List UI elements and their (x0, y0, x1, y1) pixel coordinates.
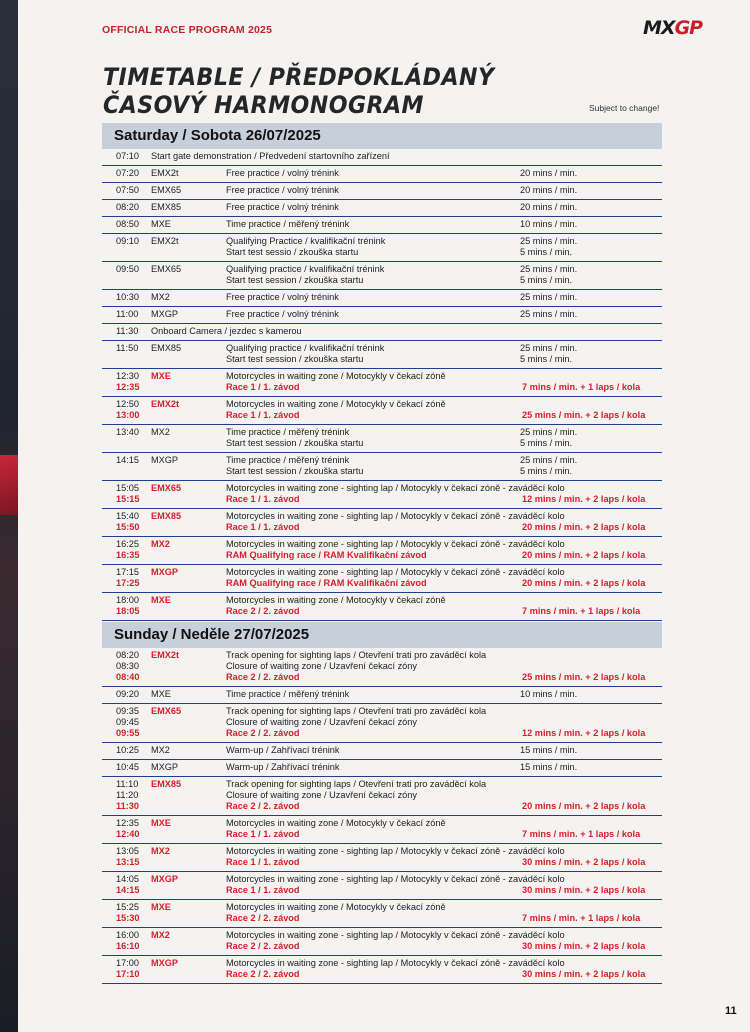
class-cell: MXE (151, 689, 171, 699)
description-cell: Free practice / volný trénink (226, 202, 339, 212)
class-cell: EMX2t (151, 236, 179, 246)
table-row (102, 307, 662, 324)
description-cell: Track opening for sighting laps / Otevření trati pro zaváděcí kola (226, 779, 487, 789)
duration-cell: 25 mins / min. (520, 292, 578, 302)
time-cell: 08:20 (116, 650, 139, 660)
time-cell: 07:10 (116, 151, 139, 161)
table-row (102, 200, 662, 217)
page-title: TIMETABLE / PŘEDPOKLÁDANÝ ČASOVÝ HARMONOGRAM (103, 63, 495, 119)
time-cell: 17:25 (116, 578, 140, 588)
time-cell: 14:15 (116, 455, 139, 465)
table-row (102, 453, 662, 481)
duration-cell: 15 mins / min. (520, 745, 578, 755)
table-row (102, 816, 662, 844)
table-row (102, 324, 662, 341)
duration-cell: 15 mins / min. (520, 762, 578, 772)
description-cell: Motorcycles in waiting zone - sighting lap / Motocykly v čekací zóně - zaváděcí kolo (226, 846, 565, 856)
class-cell: EMX85 (151, 779, 182, 789)
duration-cell: 7 mins / min. + 1 laps / kola (522, 606, 641, 616)
time-cell: 12:30 (116, 371, 139, 381)
table-row (102, 777, 662, 816)
description-cell: Start test session / zkouška startu (226, 354, 364, 364)
duration-cell: 5 mins / min. (520, 247, 573, 257)
description-cell: Start test session / zkouška startu (226, 438, 364, 448)
sunday-heading: Sunday / Neděle 27/07/2025 (102, 622, 662, 648)
description-cell: RAM Qualifying race / RAM Kvalifikační závod (226, 550, 427, 560)
description-cell: Time practice / měřený trénink (226, 427, 350, 437)
time-cell: 09:10 (116, 236, 139, 246)
table-row (102, 166, 662, 183)
duration-cell: 25 mins / min. (520, 427, 578, 437)
table-row (102, 149, 662, 166)
class-cell: MXE (151, 818, 171, 828)
time-cell: 15:40 (116, 511, 139, 521)
description-cell: Free practice / volný trénink (226, 168, 339, 178)
table-row (102, 743, 662, 760)
duration-cell: 20 mins / min. + 2 laps / kola (522, 550, 646, 560)
table-row (102, 481, 662, 509)
description-cell: Race 2 / 2. závod (226, 728, 300, 738)
description-cell: Race 2 / 2. závod (226, 801, 300, 811)
time-cell: 15:50 (116, 522, 140, 532)
duration-cell: 25 mins / min. (520, 309, 578, 319)
time-cell: 18:05 (116, 606, 140, 616)
table-row (102, 537, 662, 565)
class-cell: MX2 (151, 745, 170, 755)
time-cell: 13:00 (116, 410, 140, 420)
duration-cell: 25 mins / min. (520, 264, 578, 274)
class-cell: MXGP (151, 762, 179, 772)
duration-cell: 5 mins / min. (520, 354, 573, 364)
duration-cell: 7 mins / min. + 1 laps / kola (522, 829, 641, 839)
time-cell: 17:00 (116, 958, 139, 968)
time-cell: 07:50 (116, 185, 139, 195)
description-cell: Track opening for sighting laps / Otevření trati pro zaváděcí kola (226, 706, 487, 716)
duration-cell: 20 mins / min. + 2 laps / kola (522, 522, 646, 532)
description-cell: Race 2 / 2. závod (226, 606, 300, 616)
table-row (102, 956, 662, 984)
duration-cell: 25 mins / min. (520, 455, 578, 465)
time-cell: 12:50 (116, 399, 139, 409)
description-cell: Free practice / volný trénink (226, 292, 339, 302)
time-cell: 11:30 (116, 801, 139, 811)
table-row (102, 928, 662, 956)
class-cell: EMX65 (151, 185, 182, 195)
description-cell: Race 2 / 2. závod (226, 941, 300, 951)
time-cell: 09:20 (116, 689, 139, 699)
time-cell: 08:20 (116, 202, 139, 212)
time-cell: 14:05 (116, 874, 139, 884)
time-cell: 16:00 (116, 930, 139, 940)
duration-cell: 20 mins / min. + 2 laps / kola (522, 801, 646, 811)
class-cell: MXGP (151, 874, 179, 884)
time-cell: 10:45 (116, 762, 139, 772)
duration-cell: 25 mins / min. (520, 236, 578, 246)
table-row (102, 262, 662, 290)
table-row (102, 593, 662, 621)
table-row (102, 648, 662, 687)
duration-cell: 7 mins / min. + 1 laps / kola (522, 913, 641, 923)
time-cell: 17:10 (116, 969, 140, 979)
description-cell: Motorcycles in waiting zone - sighting lap / Motocykly v čekací zóně - zaváděcí kolo (226, 511, 565, 521)
description-cell: Free practice / volný trénink (226, 185, 339, 195)
description-cell: Race 2 / 2. závod (226, 672, 300, 682)
sunday-timetable (102, 648, 662, 984)
description-cell: Time practice / měřený trénink (226, 219, 350, 229)
time-cell: 13:05 (116, 846, 139, 856)
description-cell: Free practice / volný trénink (226, 309, 339, 319)
time-cell: 07:20 (116, 168, 139, 178)
description-cell: Race 1 / 1. závod (226, 382, 300, 392)
time-cell: 10:25 (116, 745, 139, 755)
class-cell: EMX2t (151, 168, 179, 178)
description-cell: Start gate demonstration / Předvedení startovního zařízení (151, 151, 390, 161)
table-row (102, 900, 662, 928)
description-cell: Race 1 / 1. závod (226, 494, 300, 504)
time-cell: 09:55 (116, 728, 140, 738)
duration-cell: 25 mins / min. + 2 laps / kola (522, 672, 646, 682)
time-cell: 11:30 (116, 326, 139, 336)
description-cell: Motorcycles in waiting zone - sighting lap / Motocykly v čekací zóně - zaváděcí kolo (226, 567, 565, 577)
table-row (102, 509, 662, 537)
time-cell: 13:40 (116, 427, 139, 437)
description-cell: Closure of waiting zone / Uzavření čekací zóny (226, 717, 417, 727)
class-cell: EMX85 (151, 511, 182, 521)
mxgp-logo: MXGP (643, 17, 703, 39)
class-cell: MX2 (151, 539, 170, 549)
description-cell: Motorcycles in waiting zone / Motocykly v čekací zóně (226, 595, 446, 605)
page-number: 11 (725, 1005, 737, 1017)
duration-cell: 25 mins / min. (520, 343, 578, 353)
description-cell: Race 1 / 1. závod (226, 829, 300, 839)
description-cell: Race 2 / 2. závod (226, 913, 300, 923)
table-row (102, 341, 662, 369)
time-cell: 16:10 (116, 941, 140, 951)
table-row (102, 369, 662, 397)
class-cell: EMX65 (151, 706, 182, 716)
time-cell: 16:25 (116, 539, 139, 549)
class-cell: MXE (151, 219, 171, 229)
description-cell: Motorcycles in waiting zone / Motocykly v čekací zóně (226, 818, 446, 828)
saturday-heading: Saturday / Sobota 26/07/2025 (102, 123, 662, 149)
description-cell: Start test sessio / zkouška startu (226, 247, 359, 257)
class-cell: MX2 (151, 427, 170, 437)
description-cell: Race 1 / 1. závod (226, 857, 300, 867)
table-row (102, 565, 662, 593)
time-cell: 08:30 (116, 661, 139, 671)
description-cell: Motorcycles in waiting zone - sighting lap / Motocykly v čekací zóně - zaváděcí kolo (226, 958, 565, 968)
duration-cell: 5 mins / min. (520, 275, 573, 285)
description-cell: RAM Qualifying race / RAM Kvalifikační závod (226, 578, 427, 588)
duration-cell: 10 mins / min. (520, 689, 578, 699)
time-cell: 11:10 (116, 779, 139, 789)
description-cell: Race 2 / 2. závod (226, 969, 300, 979)
duration-cell: 30 mins / min. + 2 laps / kola (522, 857, 646, 867)
time-cell: 12:40 (116, 829, 140, 839)
description-cell: Time practice / měřený trénink (226, 689, 350, 699)
duration-cell: 5 mins / min. (520, 438, 573, 448)
description-cell: Motorcycles in waiting zone - sighting lap / Motocykly v čekací zóně - zaváděcí kolo (226, 539, 565, 549)
table-row (102, 687, 662, 704)
left-photo-strip (0, 0, 18, 1032)
duration-cell: 20 mins / min. (520, 168, 578, 178)
description-cell: Qualifying practice / kvalifikační trénink (226, 264, 385, 274)
time-cell: 15:05 (116, 483, 139, 493)
table-row (102, 704, 662, 743)
time-cell: 15:15 (116, 494, 140, 504)
class-cell: EMX85 (151, 343, 182, 353)
description-cell: Warm-up / Zahřívací trénink (226, 745, 340, 755)
description-cell: Race 1 / 1. závod (226, 885, 300, 895)
class-cell: MX2 (151, 846, 170, 856)
time-cell: 09:35 (116, 706, 139, 716)
duration-cell: 30 mins / min. + 2 laps / kola (522, 941, 646, 951)
table-row (102, 872, 662, 900)
table-row (102, 397, 662, 425)
time-cell: 11:50 (116, 343, 139, 353)
time-cell: 15:30 (116, 913, 140, 923)
time-cell: 16:35 (116, 550, 140, 560)
time-cell: 13:15 (116, 857, 140, 867)
class-cell: EMX2t (151, 650, 180, 660)
duration-cell: 5 mins / min. (520, 466, 573, 476)
duration-cell: 20 mins / min. + 2 laps / kola (522, 578, 646, 588)
description-cell: Motorcycles in waiting zone / Motocykly v čekací zóně (226, 399, 446, 409)
duration-cell: 12 mins / min. + 2 laps / kola (522, 728, 646, 738)
table-row (102, 425, 662, 453)
description-cell: Start test session / zkouška startu (226, 466, 364, 476)
time-cell: 17:15 (116, 567, 139, 577)
table-row (102, 844, 662, 872)
time-cell: 14:15 (116, 885, 140, 895)
duration-cell: 20 mins / min. (520, 202, 578, 212)
class-cell: EMX65 (151, 264, 182, 274)
description-cell: Warm-up / Zahřívací trénink (226, 762, 340, 772)
red-accent-stripe (0, 455, 18, 515)
description-cell: Race 1 / 1. závod (226, 522, 300, 532)
description-cell: Motorcycles in waiting zone - sighting lap / Motocykly v čekací zóně - zaváděcí kolo (226, 483, 565, 493)
description-cell: Qualifying Practice / kvalifikační trénink (226, 236, 386, 246)
time-cell: 09:50 (116, 264, 139, 274)
time-cell: 12:35 (116, 382, 140, 392)
class-cell: EMX65 (151, 483, 182, 493)
duration-cell: 25 mins / min. + 2 laps / kola (522, 410, 646, 420)
description-cell: Closure of waiting zone / Uzavření čekací zóny (226, 790, 417, 800)
time-cell: 08:40 (116, 672, 140, 682)
table-row (102, 234, 662, 262)
class-cell: MXGP (151, 958, 179, 968)
class-cell: EMX85 (151, 202, 182, 212)
description-cell: Onboard Camera / jezdec s kamerou (151, 326, 302, 336)
class-cell: MX2 (151, 292, 170, 302)
time-cell: 18:00 (116, 595, 139, 605)
time-cell: 15:25 (116, 902, 139, 912)
time-cell: 10:30 (116, 292, 139, 302)
description-cell: Motorcycles in waiting zone / Motocykly v čekací zóně (226, 371, 446, 381)
time-cell: 09:45 (116, 717, 139, 727)
duration-cell: 10 mins / min. (520, 219, 578, 229)
description-cell: Track opening for sighting laps / Otevření trati pro zaváděcí kola (226, 650, 487, 660)
description-cell: Motorcycles in waiting zone - sighting lap / Motocykly v čekací zóně - zaváděcí kolo (226, 874, 565, 884)
description-cell: Qualifying practice / kvalifikační trénink (226, 343, 385, 353)
program-title: OFFICIAL RACE PROGRAM 2025 (102, 24, 273, 36)
table-row (102, 217, 662, 234)
table-row (102, 290, 662, 307)
duration-cell: 12 mins / min. + 2 laps / kola (522, 494, 646, 504)
description-cell: Race 1 / 1. závod (226, 410, 300, 420)
time-cell: 08:50 (116, 219, 139, 229)
class-cell: MXE (151, 595, 171, 605)
class-cell: MXGP (151, 567, 179, 577)
table-row (102, 183, 662, 200)
class-cell: MXE (151, 902, 171, 912)
duration-cell: 30 mins / min. + 2 laps / kola (522, 885, 646, 895)
subject-to-change-note: Subject to change! (589, 103, 660, 113)
table-row (102, 760, 662, 777)
description-cell: Motorcycles in waiting zone / Motocykly v čekací zóně (226, 902, 446, 912)
description-cell: Motorcycles in waiting zone - sighting lap / Motocykly v čekací zóně - zaváděcí kolo (226, 930, 565, 940)
class-cell: EMX2t (151, 399, 180, 409)
description-cell: Closure of waiting zone / Uzavření čekací zóny (226, 661, 417, 671)
duration-cell: 7 mins / min. + 1 laps / kola (522, 382, 641, 392)
saturday-timetable (102, 149, 662, 621)
time-cell: 11:20 (116, 790, 139, 800)
time-cell: 12:35 (116, 818, 139, 828)
duration-cell: 20 mins / min. (520, 185, 578, 195)
class-cell: MXGP (151, 309, 179, 319)
class-cell: MXGP (151, 455, 179, 465)
description-cell: Time practice / měřený trénink (226, 455, 350, 465)
duration-cell: 30 mins / min. + 2 laps / kola (522, 969, 646, 979)
description-cell: Start test session / zkouška startu (226, 275, 364, 285)
class-cell: MX2 (151, 930, 170, 940)
class-cell: MXE (151, 371, 171, 381)
time-cell: 11:00 (116, 309, 139, 319)
